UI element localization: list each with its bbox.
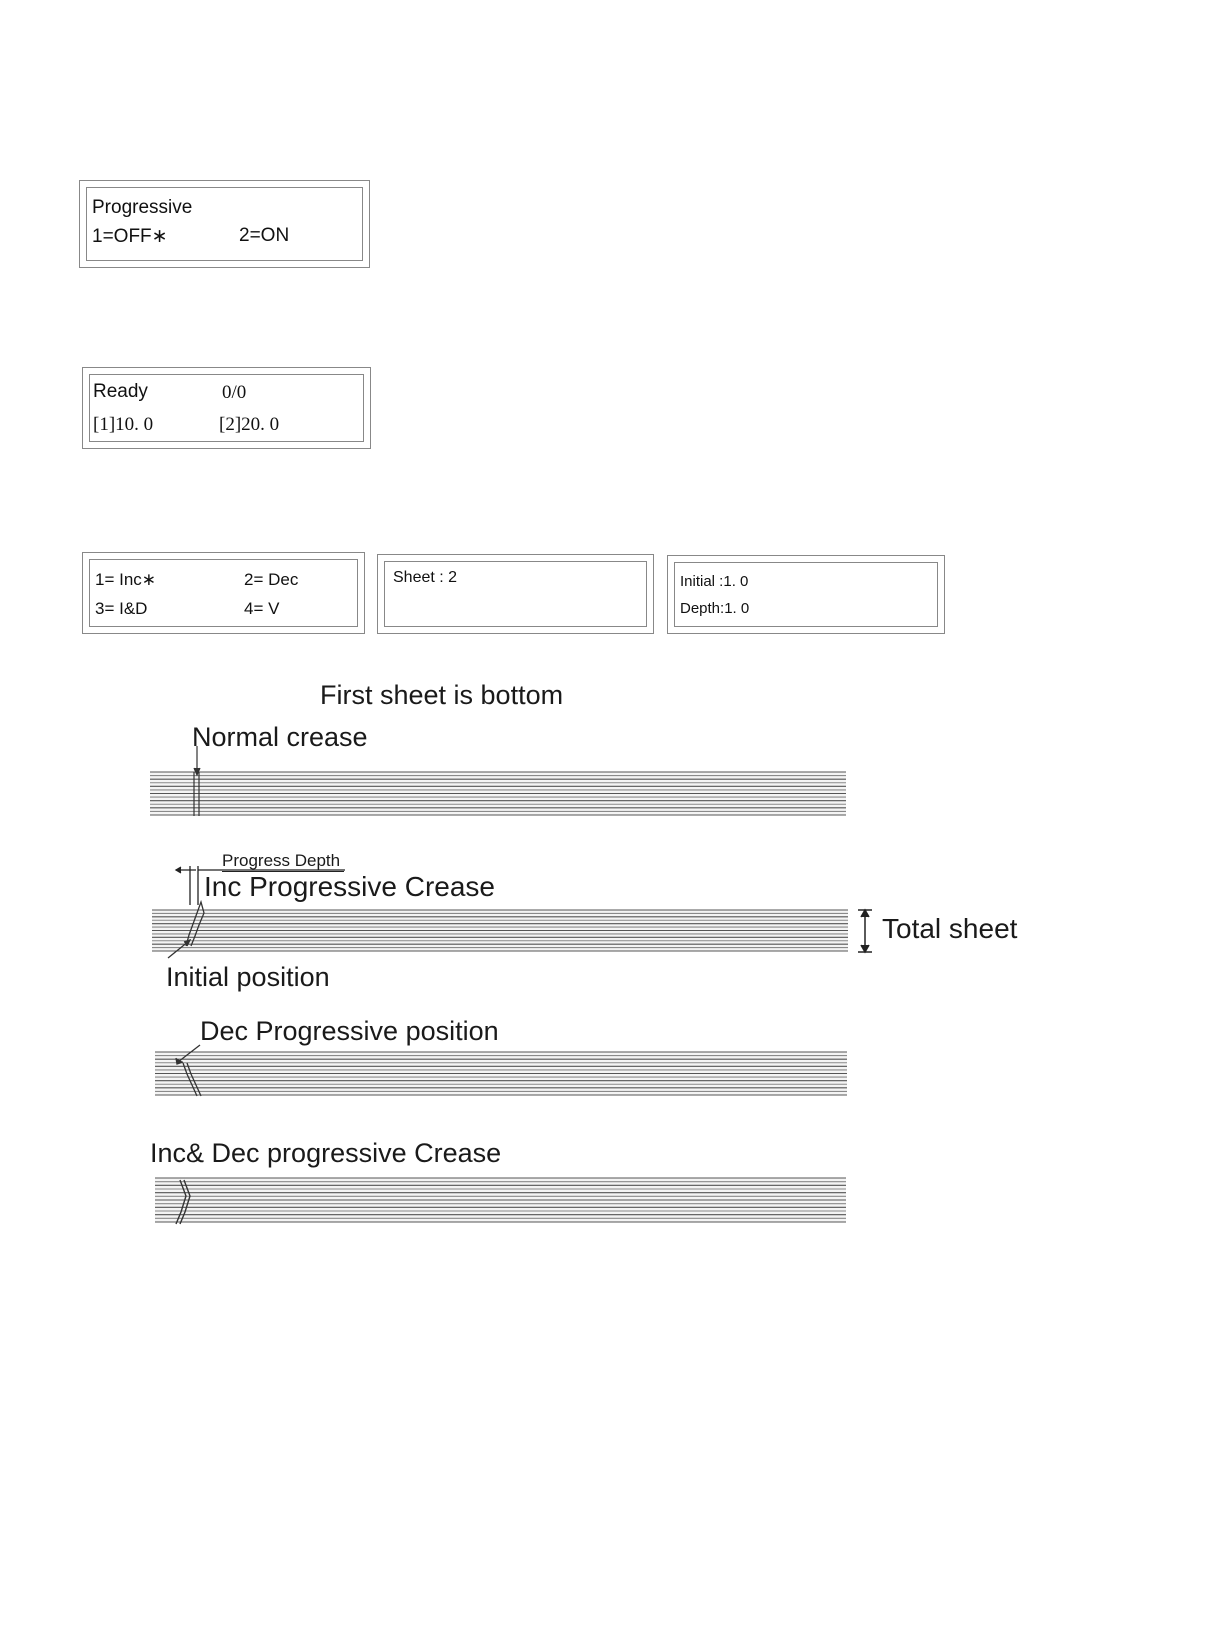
initial-position-label: Initial position — [166, 962, 330, 992]
lcd-sheet-count: Sheet : 2 — [393, 569, 458, 586]
sheet-stack-inc-dec — [155, 1178, 846, 1222]
lcd-option-off: 1=OFF∗ — [92, 226, 168, 247]
inc-progressive-label: Inc Progressive Crease — [204, 871, 496, 902]
lcd-title: Progressive — [92, 197, 193, 218]
lcd-count: 0/0 — [222, 382, 247, 403]
lcd-position-1: [1]10. 0 — [93, 414, 154, 435]
normal-crease-label: Normal crease — [192, 722, 368, 752]
sheet-stack-normal — [150, 772, 846, 815]
lcd-mode-inc: 1= Inc∗ — [95, 570, 157, 589]
lcd-mode-v: 4= V — [244, 599, 280, 618]
lcd-initial-value: Initial :1. 0 — [680, 573, 749, 590]
progress-depth-label: Progress Depth — [222, 851, 344, 872]
lcd-option-on: 2=ON — [239, 225, 290, 246]
lcd-mode-id: 3= I&D — [95, 599, 148, 618]
total-sheet-label: Total sheet — [882, 913, 1018, 944]
dec-progressive-label: Dec Progressive position — [200, 1016, 499, 1046]
sheet-stack-dec — [155, 1052, 847, 1095]
diagram-title: First sheet is bottom — [320, 680, 564, 710]
lcd-mode-dec: 2= Dec — [244, 570, 299, 589]
total-sheet-bracket — [858, 910, 872, 952]
inc-dec-progressive-label: Inc& Dec progressive Crease — [150, 1138, 502, 1168]
progress-depth-marker — [176, 866, 345, 905]
lcd-position-2: [2]20. 0 — [219, 414, 280, 435]
lcd-status: Ready — [93, 381, 148, 402]
sheet-stack-inc — [152, 910, 848, 951]
lcd-depth-value: Depth:1. 0 — [680, 600, 750, 617]
